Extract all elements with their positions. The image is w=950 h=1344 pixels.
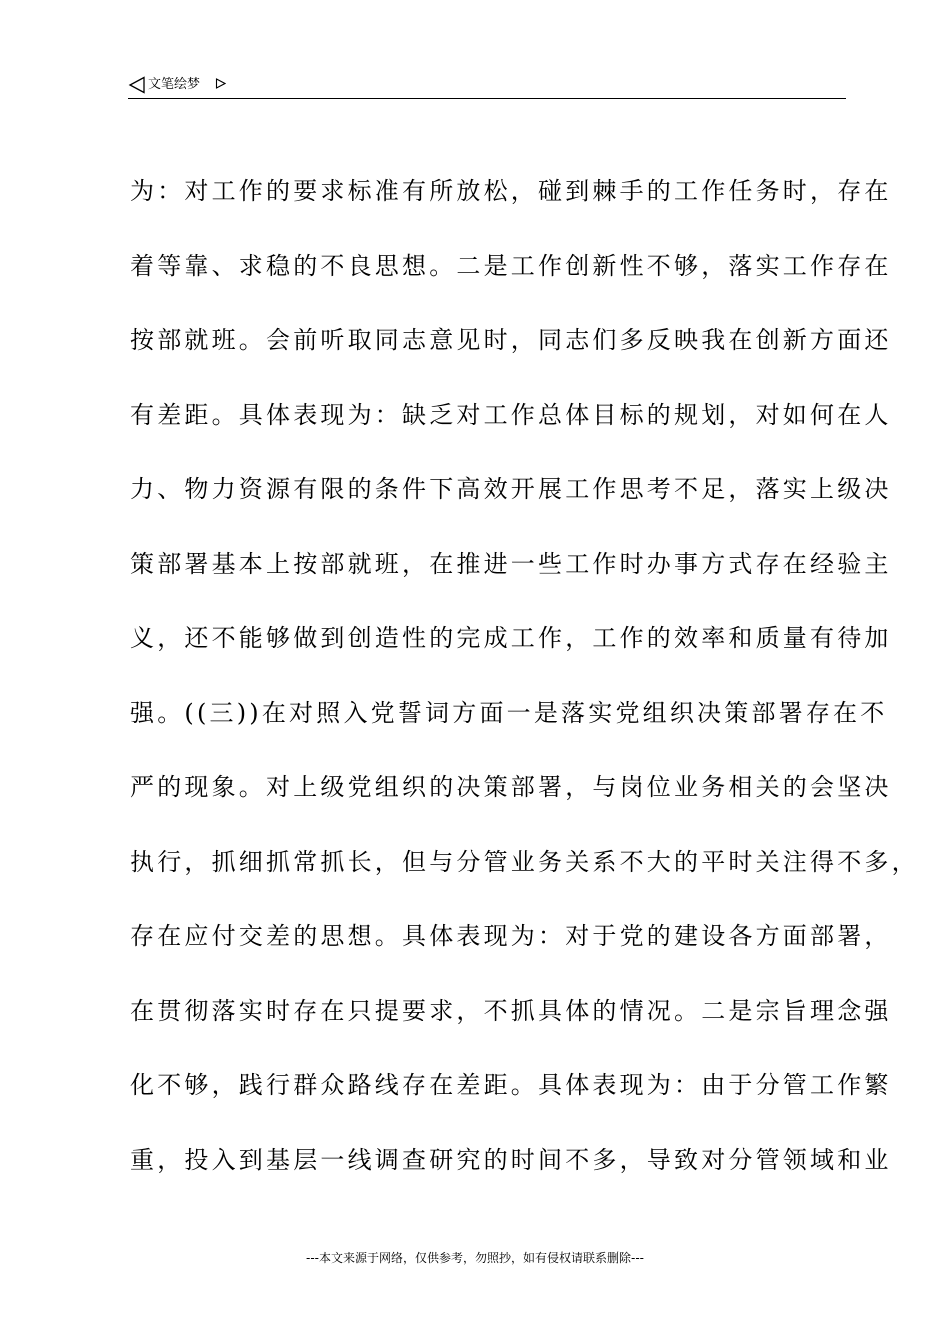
body-line-5: 力、物力资源有限的条件下高效开展工作思考不足，落实上级决 — [130, 475, 892, 503]
body-line-6: 策部署基本上按部就班，在推进一些工作时办事方式存在经验主 — [130, 549, 892, 578]
body-line-11: 存在应付交差的思想。具体表现为：对于党的建设各方面部署， — [130, 922, 892, 950]
document-body — [130, 176, 919, 1219]
footer-disclaimer: ---本文来源于网络，仅供参考，勿照抄，如有侵权请联系删除--- — [306, 1251, 644, 1265]
body-line-9: 严的现象。对上级党组织的决策部署，与岗位业务相关的会坚决 — [130, 773, 892, 801]
page-header — [128, 74, 846, 99]
body-line-4: 有差距。具体表现为：缺乏对工作总体目标的规划，对如何在人 — [130, 400, 892, 429]
body-line-14: 重，投入到基层一线调查研究的时间不多，导致对分管领域和业 — [130, 1145, 892, 1174]
header-title: 文笔绘梦 — [148, 77, 201, 92]
right-triangle-icon — [215, 78, 226, 89]
body-line-12: 在贯彻落实时存在只提要求，不抓具体的情况。二是宗旨理念强 — [130, 996, 892, 1025]
body-line-13: 化不够，践行群众路线存在差距。具体表现为：由于分管工作繁 — [130, 1071, 892, 1099]
body-line-10: 执行，抓细抓常抓长，但与分管业务关系不大的平时关注得不多， — [130, 847, 919, 876]
body-line-2: 着等靠、求稳的不良思想。二是工作创新性不够，落实工作存在 — [130, 251, 892, 280]
body-line-1: 为：对工作的要求标准有所放松，碰到棘手的工作任务时，存在 — [130, 177, 892, 205]
body-line-3: 按部就班。会前听取同志意见时，同志们多反映我在创新方面还 — [130, 326, 892, 354]
body-line-8: 强。((三))在对照入党誓词方面一是落实党组织决策部署存在不 — [130, 698, 888, 727]
body-line-7: 义，还不能够做到创造性的完成工作，工作的效率和质量有待加 — [130, 624, 892, 652]
left-triangle-icon — [128, 76, 146, 94]
